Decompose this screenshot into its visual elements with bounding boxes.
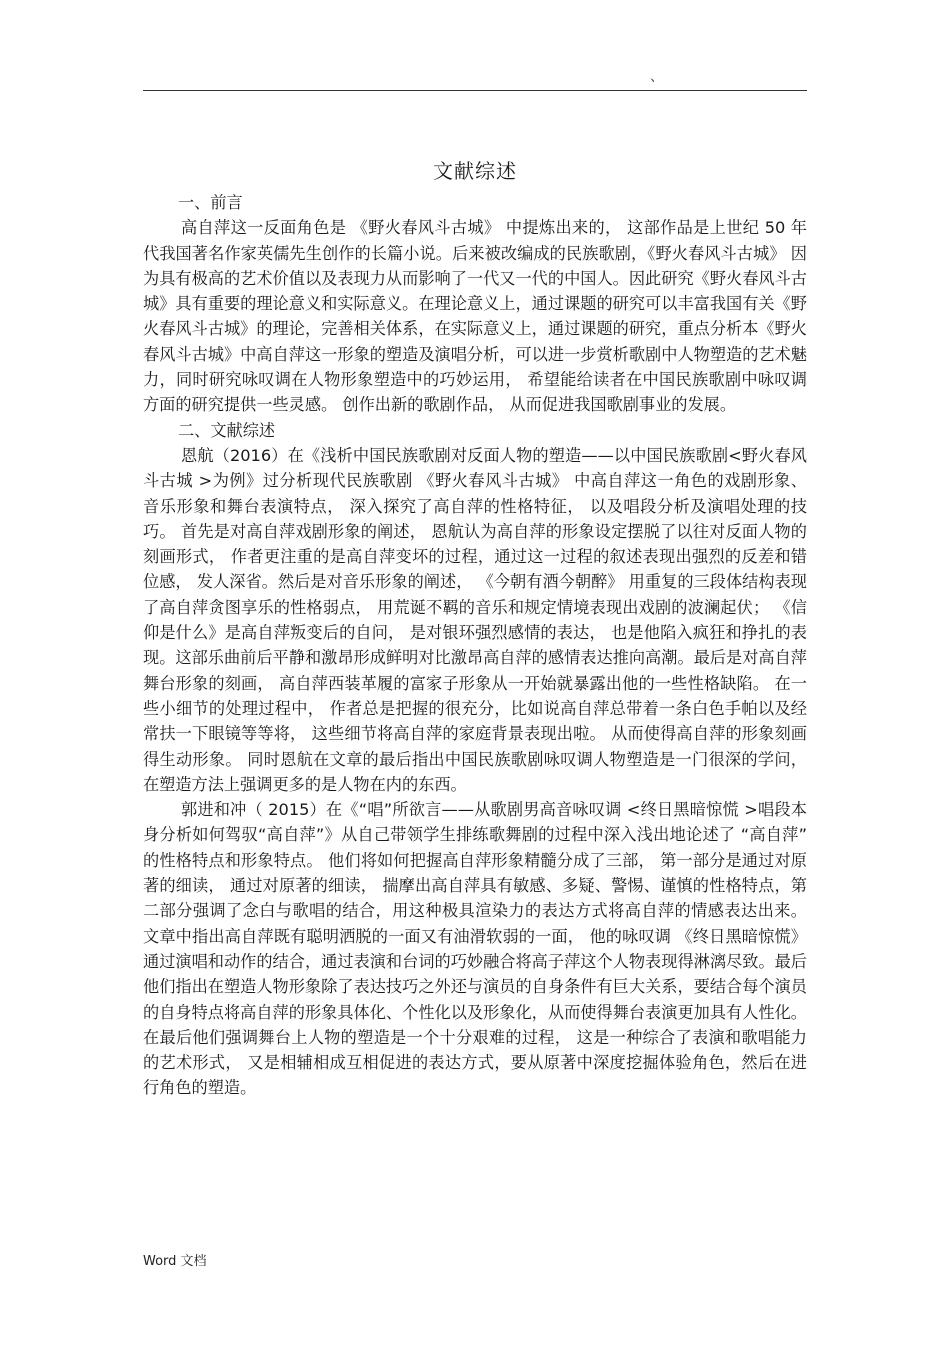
preface-paragraph: 高自萍这一反面角色是 《野火春风斗古城》 中提炼出来的， 这部作品是上世纪 50 年代我国著名作家英儒先生创作的长篇小说。后来被改编成的民族歌剧，《野火春风斗古城》 因为具有极高的艺术价值以及表现力从而影响了一代又一代的中国人。因此研究《野火春风斗古城》具有重要的理论意义和实际意义。在理论意义上，通过课题的研究可以丰富我国有关《野火春风斗古城》的理论，完善相关体系，在实际意义上，通过课题的研究，重点分析本《野火春风斗古城》中高自萍这一形象的塑造及演唱分析，可以进一步赏析歌剧中人物塑造的艺术魅力，同时研究咏叹调在人物形象塑造中的巧妙运用， 希望能给读者在中国民族歌剧中咏叹调方面的研究提供一些灵感。 创作出新的歌剧作品， 从而促进我国歌剧事业的发展。 (143, 218, 807, 415)
header-mark: 、 (650, 69, 664, 85)
literature-paragraph-enhang: 恩航（2016）在《浅析中国民族歌剧对反面人物的塑造——以中国民族歌剧<野火春风斗古城 >为例》过分析现代民族歌剧 《野火春风斗古城》 中高自萍这一角色的戏剧形象、 音乐形象和舞台表演特点， 深入探究了高自萍的性格特征， 以及唱段分析及演唱处理的技巧。 首先是对高自萍戏剧形象的阐述， 恩航认为高自萍的形象设定摆脱了以往对反面人物的刻画形式， 作者更注重的是高自萍变坏的过程，通过这一过程的叙述表现出强烈的反差和错位感， 发人深省。然后是对音乐形象的阐述， 《今朝有酒今朝醉》 用重复的三段体结构表现了高自萍贪图享乐的性格弱点， 用荒诞不羁的音乐和规定情境表现出戏剧的波澜起伏； 《信仰是什么》是高自萍叛变后的自问， 是对银环强烈感情的表达， 也是他陷入疯狂和挣扎的表现。这部乐曲前后平静和激昂形成鲜明对比激昂高自萍的感情表达推向高潮。最后是对高自萍舞台形象的刻画， 高自萍西装革履的富家子形象从一开始就暴露出他的一些性格缺陷。 在一些小细节的处理过程中， 作者总是把握的很充分，比如说高自萍总带着一条白色手帕以及经常扶一下眼镜等等将， 这些细节将高自萍的家庭背景表现出啦。 从而使得高自萍的形象刻画得生动形象。 同时恩航在文章的最后指出中国民族歌剧咏叹调人物塑造是一门很深的学问， 在塑造方法上强调更多的是人物在内的东西。 (143, 445, 807, 794)
document-body (143, 190, 807, 1101)
section-heading-preface: 一、前言 (178, 193, 243, 212)
section-heading-literature-review: 二、文献综述 (178, 420, 276, 440)
footer-label: Word 文档 (143, 1254, 207, 1269)
header-rule (143, 90, 807, 91)
literature-paragraph-guojin: 郭进和冲（ 2015）在《“唱”所欲言——从歌剧男高音咏叹调 <终日黑暗惊慌 >唱段本身分析如何驾驭“高自萍”》从自己带领学生排练歌舞剧的过程中深入浅出地论述了 “高自萍” 的性格特点和形象特点。 他们将如何把握高自萍形象精髓分成了三部， 第一部分是通过对原著的细读， 通过对原著的细读， 揣摩出高自萍具有敏感、多疑、警惕、谨慎的性格特点，第二部分强调了念白与歌唱的结合，用这种极具渲染力的表达方式将高自萍的情感表达出来。 文章中指出高自萍既有聪明洒脱的一面又有油滑软弱的一面， 他的咏叹调 《终日黑暗惊慌》 通过演唱和动作的结合，通过表演和台词的巧妙融合将高子萍这个人物表现得淋漓尽致。最后他们指出在塑造人物形象除了表达技巧之外还与演员的自身条件有巨大关系，要结合每个演员的自身特点将高自萍的形象具体化、个性化以及形象化，从而使得舞台表演更加具有人性化。 在最后他们强调舞台上人物的塑造是一个十分艰难的过程， 这是一种综合了表演和歌唱能力的艺术形式， 又是相辅相成互相促进的表达方式，要从原著中深度挖掘体验角色，然后在进行角色的塑造。 (143, 800, 807, 1098)
document-title: 文献综述 (433, 159, 517, 183)
